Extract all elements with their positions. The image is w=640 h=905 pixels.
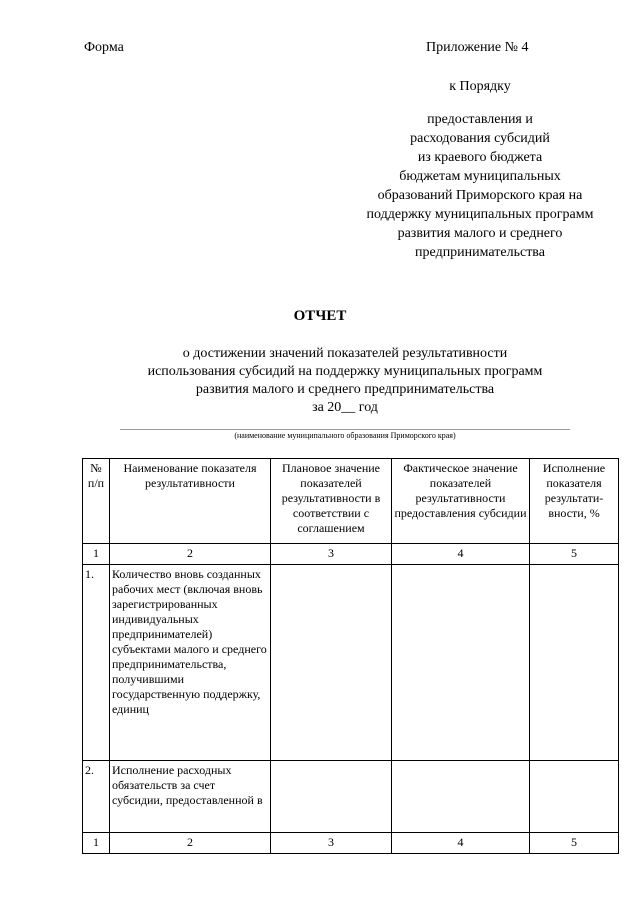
row-number: 2. xyxy=(83,761,110,833)
percent-value-cell[interactable] xyxy=(530,565,619,761)
appendix-line: предпринимательства xyxy=(415,245,545,260)
table-row xyxy=(83,761,619,833)
table-header-row xyxy=(83,459,619,544)
appendix-line: образований Приморского края на xyxy=(377,188,583,203)
municipality-caption: (наименование муниципального образования Приморского края) xyxy=(234,431,456,440)
column-number: 5 xyxy=(530,833,619,854)
header-cell-name: Наименование показателя результативности xyxy=(110,459,271,544)
report-subtitle-line: о достижении значений показателей результативности xyxy=(182,346,508,361)
percent-value-cell[interactable] xyxy=(530,761,619,833)
column-number-footer-row xyxy=(83,833,619,854)
appendix-line: бюджетам муниципальных xyxy=(399,169,561,184)
appendix-line: расходования субсидий xyxy=(410,131,550,146)
header-cell-fact: Фактическое значение показателей результативности предоставления субсидии xyxy=(392,459,530,544)
indicator-name: Исполнение расходных обязательств за счет субсидии, предоставленной в xyxy=(110,761,271,833)
column-number: 1 xyxy=(83,544,110,565)
report-title: ОТЧЕТ xyxy=(293,308,347,324)
report-subtitle-line: развития малого и среднего предпринимательства xyxy=(195,382,495,397)
column-number: 4 xyxy=(392,833,530,854)
column-number: 2 xyxy=(110,833,271,854)
column-number: 4 xyxy=(392,544,530,565)
table-row xyxy=(83,565,619,761)
fact-value-cell[interactable] xyxy=(392,565,530,761)
report-subtitle xyxy=(100,345,590,417)
report-year-line: за 20__ год xyxy=(312,400,378,415)
appendix-line: к Порядку xyxy=(449,79,511,94)
plan-value-cell[interactable] xyxy=(271,565,392,761)
column-number: 1 xyxy=(83,833,110,854)
plan-value-cell[interactable] xyxy=(271,761,392,833)
fact-value-cell[interactable] xyxy=(392,761,530,833)
indicators-table xyxy=(82,458,619,854)
header-cell-percent: Исполнение показателя результати-вности, % xyxy=(530,459,619,544)
header-cell-plan: Плановое значение показателей результативности в соответствии с соглашением xyxy=(271,459,392,544)
row-number: 1. xyxy=(83,565,110,761)
column-number: 2 xyxy=(110,544,271,565)
column-number-row xyxy=(83,544,619,565)
column-number: 5 xyxy=(530,544,619,565)
indicator-name: Количество вновь созданных рабочих мест (включая вновь зарегистрированных индивидуальных предпринимателей) субъектами малого и среднего предпринимательства, получившими государственную поддержку, единиц xyxy=(110,565,271,761)
appendix-line: предоставления и xyxy=(427,112,533,127)
appendix-title: Приложение № 4 xyxy=(426,40,529,55)
appendix-line: из краевого бюджета xyxy=(417,150,543,165)
report-subtitle-line: использования субсидий на поддержку муниципальных программ xyxy=(147,364,543,379)
header-cell-num: № п/п xyxy=(83,459,110,544)
column-number: 3 xyxy=(271,544,392,565)
column-number: 3 xyxy=(271,833,392,854)
appendix-text xyxy=(345,77,615,262)
appendix-gap xyxy=(345,96,615,110)
municipality-fill-line[interactable] xyxy=(120,429,570,430)
appendix-line: поддержку муниципальных программ xyxy=(366,207,594,222)
appendix-line: развития малого и среднего xyxy=(397,226,563,241)
form-label: Форма xyxy=(84,40,124,55)
